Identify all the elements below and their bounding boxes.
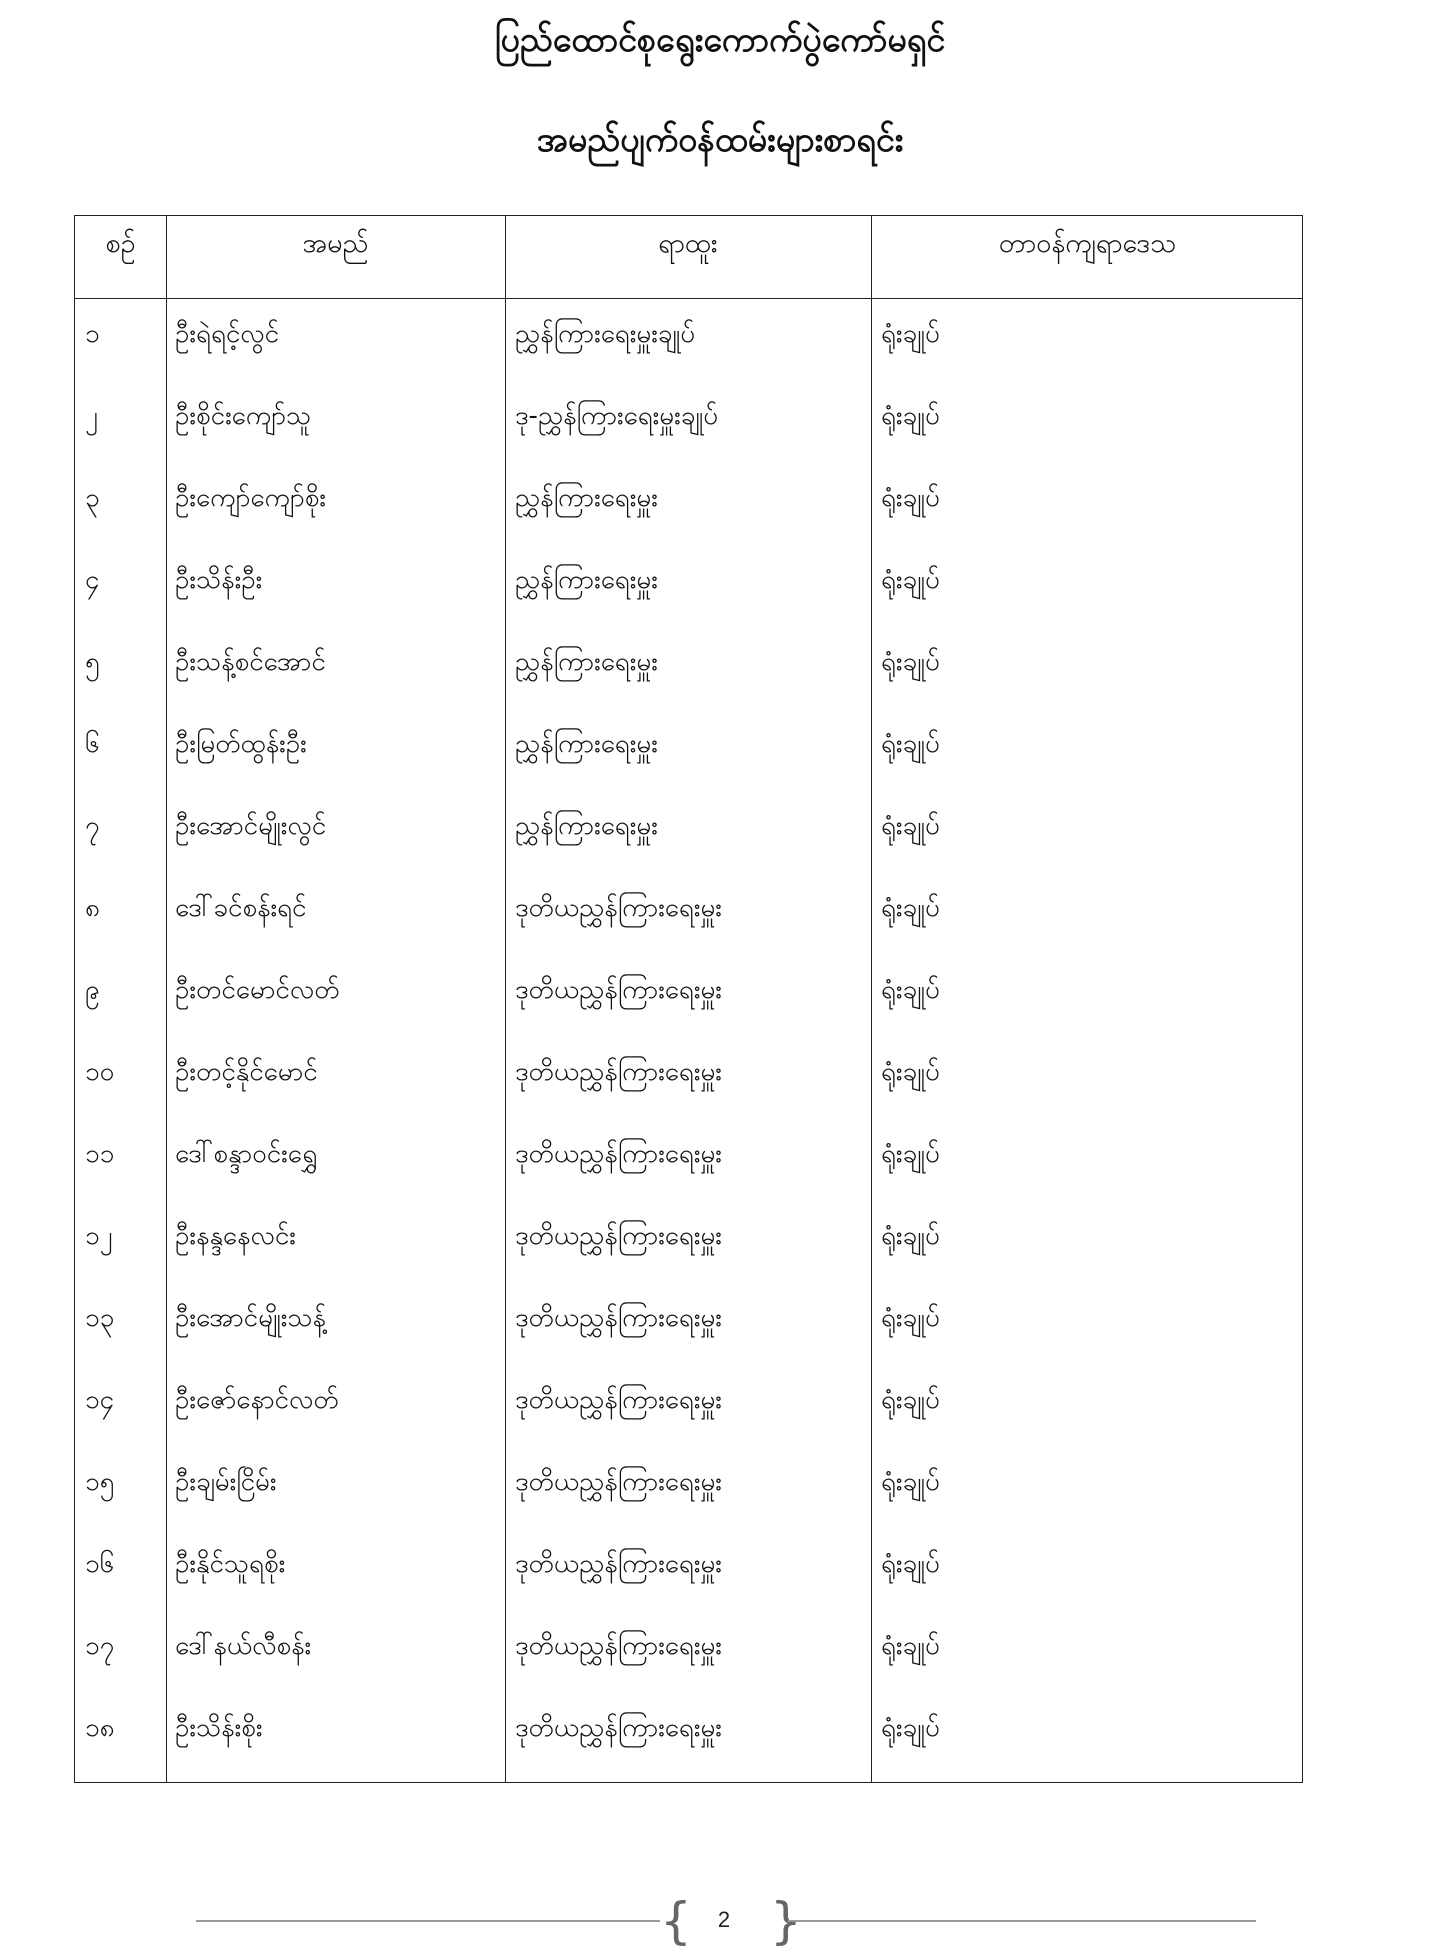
page-bracket-close-icon: } xyxy=(770,1892,802,1950)
table-row xyxy=(75,306,1302,388)
table-row xyxy=(75,880,1302,962)
cell-department: ရုံးချုပ် xyxy=(881,729,940,759)
cell-serial: ၁ xyxy=(85,319,100,349)
cell-name: ဒေါ်စန္ဒာဝင်းရွှေ xyxy=(175,1139,318,1169)
cell-name: ဦးကျော်ကျော်စိုး xyxy=(175,483,326,513)
cell-name: ဦးမြတ်ထွန်းဦး xyxy=(175,729,307,759)
cell-department: ရုံးချုပ် xyxy=(881,1631,940,1661)
cell-serial: ၁၀ xyxy=(85,1057,115,1087)
cell-name: ဦးဇော်နောင်လတ် xyxy=(175,1385,339,1415)
cell-name: ဦးစိုင်းကျော်သူ xyxy=(175,401,312,431)
cell-rank: ဒုတိယညွှန်ကြားရေးမှူး xyxy=(515,1303,722,1333)
cell-rank: ညွှန်ကြားရေးမှူး xyxy=(515,729,658,759)
cell-rank: ဒု-ညွှန်ကြားရေးမှူးချုပ် xyxy=(515,401,719,431)
cell-department: ရုံးချုပ် xyxy=(881,1549,940,1579)
cell-name: ဦးတင့်နိုင်မောင် xyxy=(175,1057,318,1087)
page-number: 2 xyxy=(717,1907,731,1932)
table-row xyxy=(75,1208,1302,1290)
header-divider xyxy=(75,298,1302,299)
cell-department: ရုံးချုပ် xyxy=(881,1385,940,1415)
cell-serial: ၃ xyxy=(85,483,100,513)
footer-rule-left xyxy=(196,1920,660,1922)
cell-rank: ဒုတိယညွှန်ကြားရေးမှူး xyxy=(515,1221,722,1251)
cell-name: ဦးနန္ဒနေလင်း xyxy=(175,1221,296,1251)
header-serial: စဉ် xyxy=(105,228,136,259)
cell-department: ရုံးချုပ် xyxy=(881,893,940,923)
cell-serial: ၁၄ xyxy=(85,1385,115,1415)
cell-rank: ဒုတိယညွှန်ကြားရေးမှူး xyxy=(515,1467,722,1497)
cell-serial: ၁၂ xyxy=(85,1221,113,1251)
cell-name: ဦးတင်မောင်လတ် xyxy=(175,975,340,1005)
table-row xyxy=(75,1700,1302,1782)
header-name: အမည် xyxy=(302,228,369,259)
table-row xyxy=(75,1536,1302,1618)
table-row xyxy=(75,470,1302,552)
cell-rank: ဒုတိယညွှန်ကြားရေးမှူး xyxy=(515,1057,722,1087)
table-row xyxy=(75,552,1302,634)
document-title: ပြည်ထောင်စုရွေးကောက်ပွဲကော်မရှင် xyxy=(494,20,946,60)
table-row xyxy=(75,634,1302,716)
cell-serial: ၈ xyxy=(85,893,100,923)
document-subtitle: အမည်ပျက်ဝန်ထမ်းများစာရင်း xyxy=(536,120,904,160)
cell-serial: ၁၈ xyxy=(85,1713,115,1743)
page-bracket-open-icon: { xyxy=(660,1892,692,1950)
cell-name: ဦးရဲရင့်လွင် xyxy=(175,319,280,349)
table-row xyxy=(75,1372,1302,1454)
table-row xyxy=(75,1618,1302,1700)
footer-rule-right xyxy=(788,1920,1256,1922)
cell-serial: ၁၆ xyxy=(85,1549,115,1579)
staff-table xyxy=(74,215,1303,1783)
cell-department: ရုံးချုပ် xyxy=(881,483,940,513)
table-row xyxy=(75,1126,1302,1208)
table-row xyxy=(75,1044,1302,1126)
cell-department: ရုံးချုပ် xyxy=(881,1221,940,1251)
cell-rank: ဒုတိယညွှန်ကြားရေးမှူး xyxy=(515,975,722,1005)
cell-serial: ၆ xyxy=(85,729,100,759)
table-row xyxy=(75,716,1302,798)
cell-department: ရုံးချုပ် xyxy=(881,975,940,1005)
cell-serial: ၁၇ xyxy=(85,1631,115,1661)
cell-name: ဦးသိန်းဦး xyxy=(175,565,263,595)
cell-rank: ဒုတိယညွှန်ကြားရေးမှူး xyxy=(515,1139,722,1169)
cell-department: ရုံးချုပ် xyxy=(881,319,940,349)
cell-serial: ၄ xyxy=(85,565,100,595)
cell-rank: ဒုတိယညွှန်ကြားရေးမှူး xyxy=(515,1385,722,1415)
table-row xyxy=(75,1454,1302,1536)
cell-serial: ၇ xyxy=(85,811,100,841)
cell-serial: ၁၃ xyxy=(85,1303,115,1333)
cell-rank: ညွှန်ကြားရေးမှူးချုပ် xyxy=(515,319,696,349)
cell-name: ဦးသိန်းစိုး xyxy=(175,1713,263,1743)
cell-serial: ၉ xyxy=(85,975,100,1005)
table-row xyxy=(75,962,1302,1044)
cell-rank: ညွှန်ကြားရေးမှူး xyxy=(515,565,658,595)
cell-serial: ၅ xyxy=(85,647,100,677)
cell-name: ဦးအောင်မျိုးလွင် xyxy=(175,811,327,841)
cell-rank: ညွှန်ကြားရေးမှူး xyxy=(515,647,658,677)
cell-department: ရုံးချုပ် xyxy=(881,1713,940,1743)
cell-rank: ညွှန်ကြားရေးမှူး xyxy=(515,483,658,513)
cell-rank: ဒုတိယညွှန်ကြားရေးမှူး xyxy=(515,1631,722,1661)
cell-department: ရုံးချုပ် xyxy=(881,647,940,677)
cell-department: ရုံးချုပ် xyxy=(881,1303,940,1333)
cell-rank: ဒုတိယညွှန်ကြားရေးမှူး xyxy=(515,893,722,923)
cell-department: ရုံးချုပ် xyxy=(881,401,940,431)
cell-name: ဦးသန့်စင်အောင် xyxy=(175,647,326,677)
table-row xyxy=(75,798,1302,880)
cell-department: ရုံးချုပ် xyxy=(881,1467,940,1497)
header-rank: ရာထူး xyxy=(658,228,718,259)
table-row xyxy=(75,388,1302,470)
cell-name: ဦးချမ်းငြိမ်း xyxy=(175,1467,277,1497)
cell-serial: ၂ xyxy=(85,401,98,431)
cell-name: ဦးအောင်မျိုးသန့် xyxy=(175,1303,326,1333)
cell-name: ဒေါ်ခင်စန်းရင် xyxy=(175,893,307,923)
cell-department: ရုံးချုပ် xyxy=(881,1057,940,1087)
cell-department: ရုံးချုပ် xyxy=(881,565,940,595)
header-department: တာဝန်ကျရာဒေသ xyxy=(998,228,1177,259)
cell-serial: ၁၅ xyxy=(85,1467,115,1497)
cell-department: ရုံးချုပ် xyxy=(881,811,940,841)
cell-name: ဦးနိုင်သူရစိုး xyxy=(175,1549,286,1579)
cell-rank: ဒုတိယညွှန်ကြားရေးမှူး xyxy=(515,1713,722,1743)
table-row xyxy=(75,1290,1302,1372)
cell-rank: ညွှန်ကြားရေးမှူး xyxy=(515,811,658,841)
cell-rank: ဒုတိယညွှန်ကြားရေးမှူး xyxy=(515,1549,722,1579)
cell-serial: ၁၁ xyxy=(85,1139,115,1169)
cell-name: ဒေါ်နယ်လီစန်း xyxy=(175,1631,312,1661)
cell-department: ရုံးချုပ် xyxy=(881,1139,940,1169)
